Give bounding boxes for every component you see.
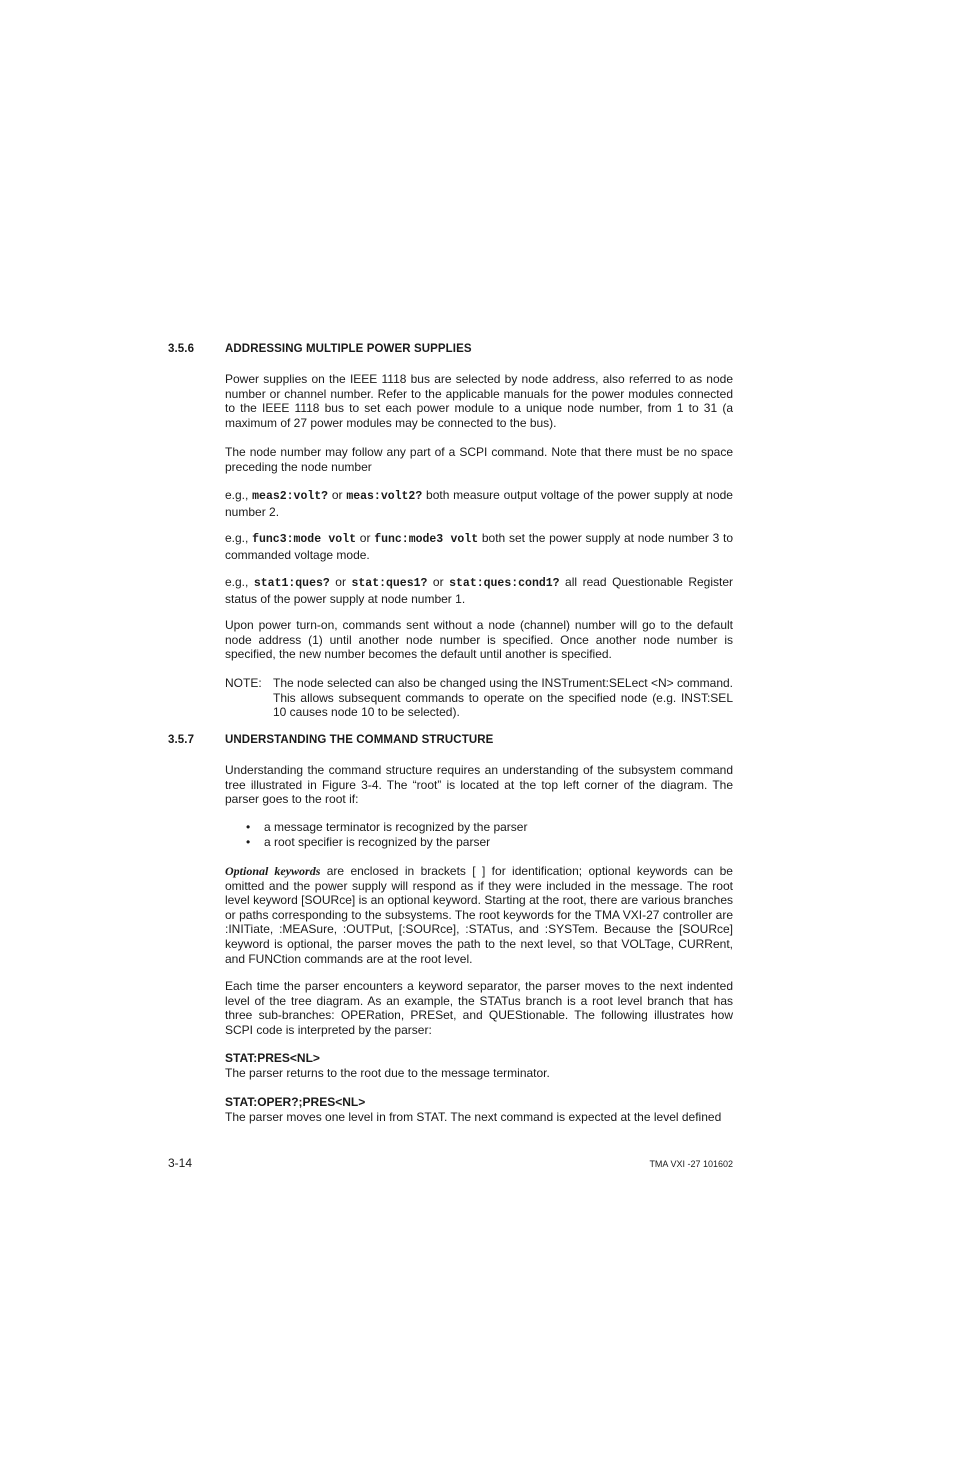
code-snippet: stat1:ques?: [253, 577, 330, 590]
example-meas-volt: [225, 488, 733, 519]
paragraph-node-number: The node number may follow any part of a SCPI command. Note that there must be no space preceding the node number: [225, 445, 733, 474]
example-description: both measure output voltage of the power supply at node number 2.: [225, 488, 733, 519]
list-item: [246, 835, 726, 850]
section-heading-3-5-6: [168, 343, 472, 355]
bullet-marker: •: [246, 820, 251, 834]
example-connector: or: [427, 575, 450, 589]
paragraph-node-address: Power supplies on the IEEE 1118 bus are selected by node address, also referred to as node number or channel number. Refer to the applicable manuals for the power modules connected to the IEEE 1118 bus to set each power module to a unique node number, from 1 to 31 (a maximum of 27 power modules may be connected to the bus).: [225, 372, 733, 430]
example-description: both set the power supply at node number 3 to commanded voltage mode.: [225, 531, 734, 562]
section-heading-3-5-7: [168, 734, 493, 746]
code-snippet: func:mode3 volt: [374, 533, 479, 546]
bullet-list: [246, 820, 726, 849]
example-connector: or: [329, 575, 352, 589]
example-connector: or: [328, 488, 347, 502]
code-snippet: stat:ques1?: [351, 577, 428, 590]
page-number: 3-14: [168, 1156, 193, 1170]
section-number: 3.5.6: [168, 343, 195, 355]
example-prefix: e.g.,: [225, 575, 254, 589]
example-prefix: e.g.,: [225, 488, 253, 502]
section-number: 3.5.7: [168, 734, 195, 746]
example-prefix: e.g.,: [225, 531, 253, 545]
note-block: [225, 676, 733, 720]
paragraph-optional-keywords: [225, 864, 733, 966]
example-func-mode: [225, 531, 733, 562]
command-example-heading: STAT:PRES<NL>: [225, 1051, 320, 1065]
paragraph-text: are enclosed in brackets [ ] for identification; optional keywords can be omitted and the power supply will respond as if they were included in the message. The root level keyword [SOURce] is an optional keyword. Starting at the root, there are various branches or paths corresponding to the subsystems. The root keywords for the TMA VXI-27 controller are :INITiate, :MEASure, :OUTPut, [:SOURce], :STATus, and :SYSTem. Because the [SOURce] keyword is optional, the parser moves the path to the next level, so that VOLTage, CURRent, and FUNCtion commands are at the root level.: [225, 864, 733, 966]
code-snippet: stat:ques:cond1?: [449, 577, 560, 590]
paragraph-keyword-separator: Each time the parser encounters a keyword separator, the parser moves to the next indented level of the tree diagram. As an example, the STATus branch is a root level branch that has three sub-branches: OPERation, PRESet, and QUEStionable. The following illustrates how SCPI code is interpreted by the parser:: [225, 979, 733, 1037]
code-snippet: meas:volt2?: [346, 490, 423, 503]
emphasis-term: Optional keywords: [225, 864, 321, 878]
code-snippet: func3:mode volt: [252, 533, 357, 546]
document-id: TMA VXI -27 101602: [649, 1159, 733, 1169]
code-snippet: meas2:volt?: [252, 490, 329, 503]
bullet-marker: •: [246, 834, 251, 849]
command-example-description: The parser returns to the root due to the message terminator.: [225, 1066, 550, 1080]
list-item-text: a root specifier is recognized by the parser: [264, 834, 491, 849]
command-example-description: The parser moves one level in from STAT. The next command is expected at the level defined: [225, 1110, 722, 1124]
paragraph-command-tree: Understanding the command structure requires an understanding of the subsystem command tree illustrated in Figure 3-4. The “root” is located at the top left corner of the diagram. The parser goes to the root if:: [225, 763, 733, 807]
example-connector: or: [356, 531, 375, 545]
note-text: The node selected can also be changed using the INSTrument:SELect <N> command. This allows subsequent commands to operate on the specified node (e.g. INST:SEL 10 causes node 10 to be selected).: [273, 676, 733, 720]
example-stat-ques: [225, 575, 733, 606]
paragraph-power-on: Upon power turn-on, commands sent without a node (channel) number will go to the default node address (1) until another node number is specified. Once another node number is specified, the new number becomes the default until another is specified.: [225, 618, 733, 662]
section-title: ADDRESSING MULTIPLE POWER SUPPLIES: [225, 343, 472, 355]
note-label: NOTE:: [225, 676, 262, 690]
command-example-heading: STAT:OPER?;PRES<NL>: [225, 1095, 366, 1109]
list-item: [246, 820, 726, 835]
list-item-text: a message terminator is recognized by the parser: [264, 820, 528, 834]
section-title: UNDERSTANDING THE COMMAND STRUCTURE: [225, 734, 494, 746]
example-description: all read Questionable Register status of the power supply at node number 1.: [225, 575, 734, 606]
